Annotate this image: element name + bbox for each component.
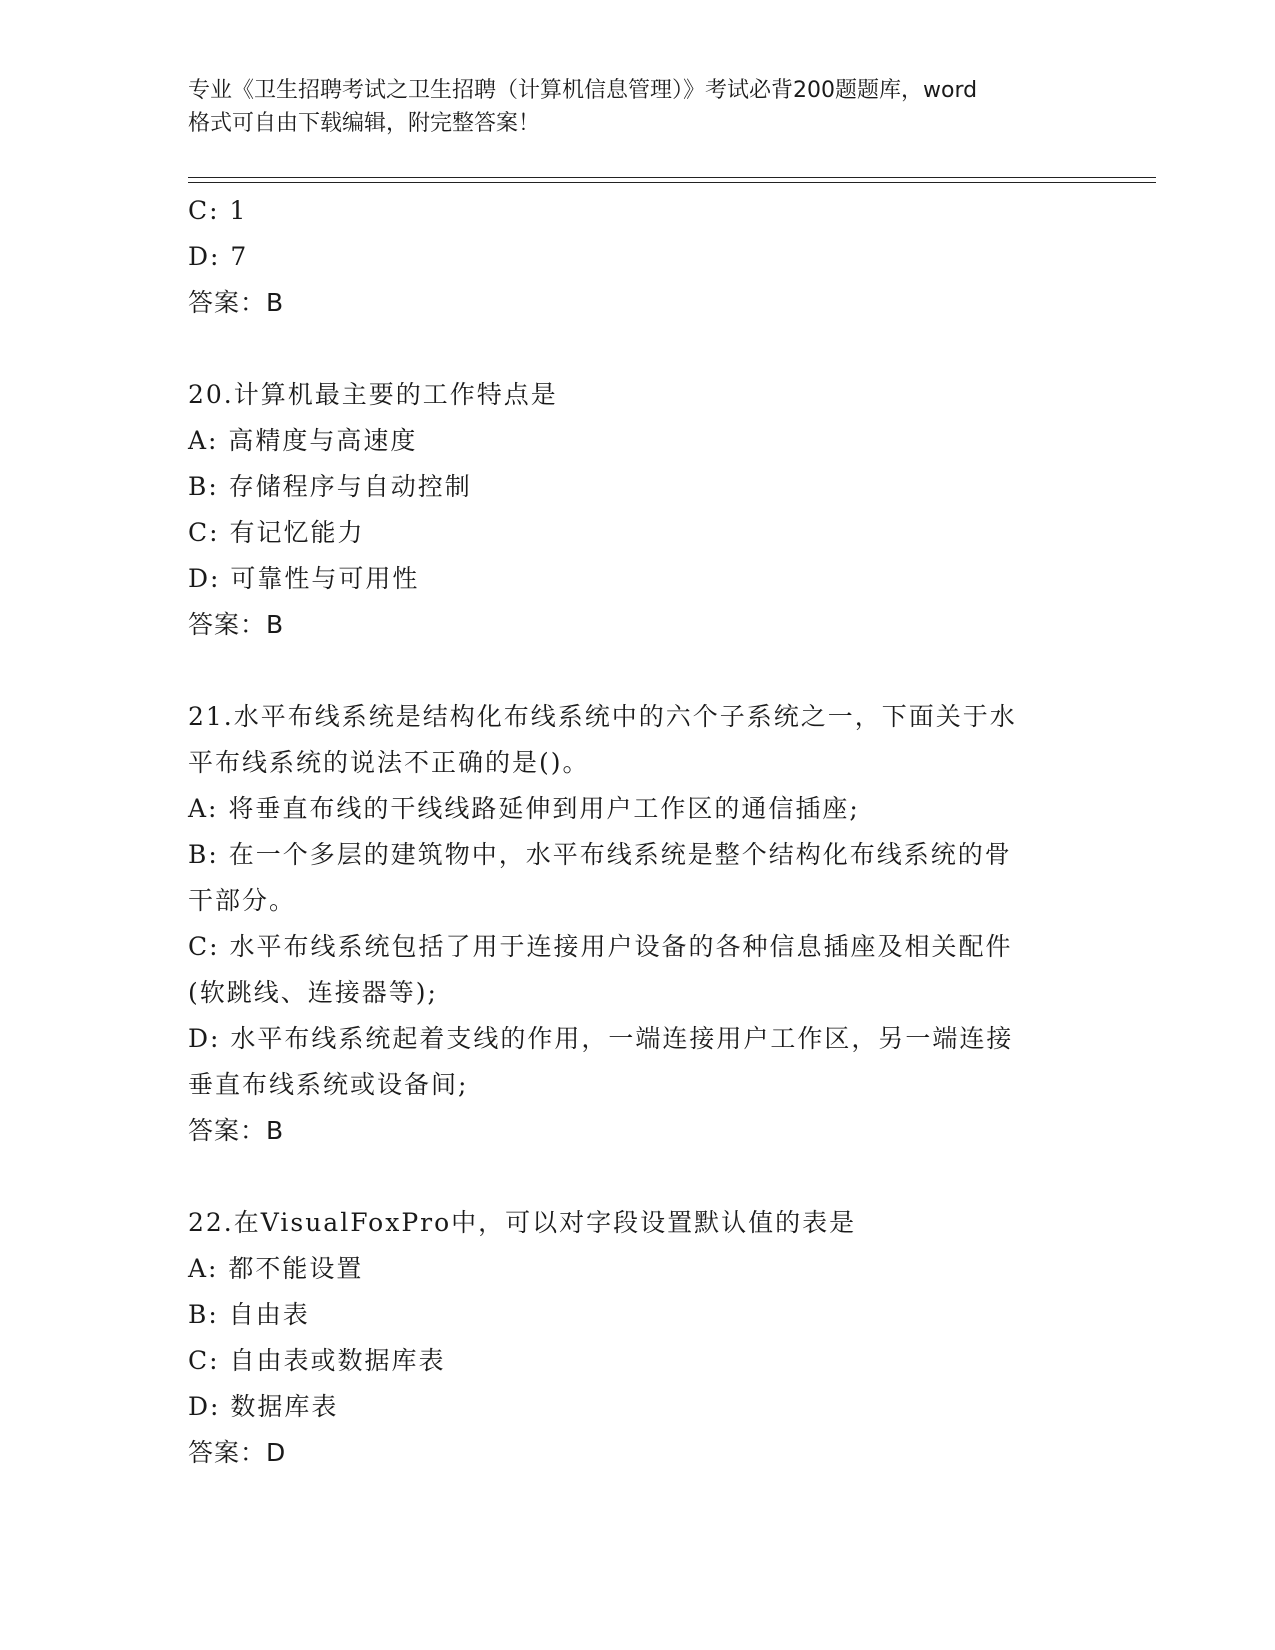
answer-line: 答案：D <box>188 1438 287 1467</box>
header-title-line-2: 格式可自由下载编辑，附完整答案！ <box>188 111 541 136</box>
question-22 <box>188 1200 1088 1476</box>
option-a: A: 将垂直布线的干线线路延伸到用户工作区的通信插座; <box>188 794 860 823</box>
answer-line: 答案：B <box>188 610 285 639</box>
spacer <box>188 1154 1088 1200</box>
spacer <box>188 326 1088 372</box>
question-stem-line-1: 21.水平布线系统是结构化布线系统中的六个子系统之一，下面关于水 <box>188 702 1017 731</box>
question-19-tail <box>188 188 1088 326</box>
option-d-line-1: D: 水平布线系统起着支线的作用，一端连接用户工作区，另一端连接 <box>188 1024 1014 1053</box>
option-b: B: 存储程序与自动控制 <box>188 472 472 501</box>
option-a: A: 都不能设置 <box>188 1254 364 1283</box>
question-stem: 20.计算机最主要的工作特点是 <box>188 380 558 409</box>
document-header <box>188 74 1088 140</box>
option-b-line-2: 干部分。 <box>188 886 297 915</box>
option-a: A: 高精度与高速度 <box>188 426 418 455</box>
header-rule-bottom <box>188 182 1156 183</box>
spacer <box>188 648 1088 694</box>
question-stem-line-2: 平布线系统的说法不正确的是()。 <box>188 748 590 777</box>
option-d: D: 数据库表 <box>188 1392 339 1421</box>
question-stem: 22.在VisualFoxPro中，可以对字段设置默认值的表是 <box>188 1208 857 1237</box>
option-b: B: 自由表 <box>188 1300 310 1329</box>
option-d-line-2: 垂直布线系统或设备间; <box>188 1070 469 1099</box>
question-20 <box>188 372 1088 648</box>
answer-line: 答案：B <box>188 1116 285 1145</box>
option-c-line-1: C: 水平布线系统包括了用于连接用户设备的各种信息插座及相关配件 <box>188 932 1013 961</box>
option-d: D: 可靠性与可用性 <box>188 564 420 593</box>
header-rule-top <box>188 177 1156 178</box>
option-c-line-2: (软跳线、连接器等); <box>188 978 438 1007</box>
question-21 <box>188 694 1088 1154</box>
option-c: C: 自由表或数据库表 <box>188 1346 446 1375</box>
option-b-line-1: B: 在一个多层的建筑物中，水平布线系统是整个结构化布线系统的骨 <box>188 840 1012 869</box>
question-list <box>188 188 1088 1476</box>
header-title-line-1: 专业《卫生招聘考试之卫生招聘（计算机信息管理）》考试必背200题题库，word <box>188 78 978 103</box>
option-c: C: 有记忆能力 <box>188 518 365 547</box>
option-d: D: 7 <box>188 242 249 271</box>
option-c: C: 1 <box>188 196 248 225</box>
answer-line: 答案：B <box>188 288 285 317</box>
